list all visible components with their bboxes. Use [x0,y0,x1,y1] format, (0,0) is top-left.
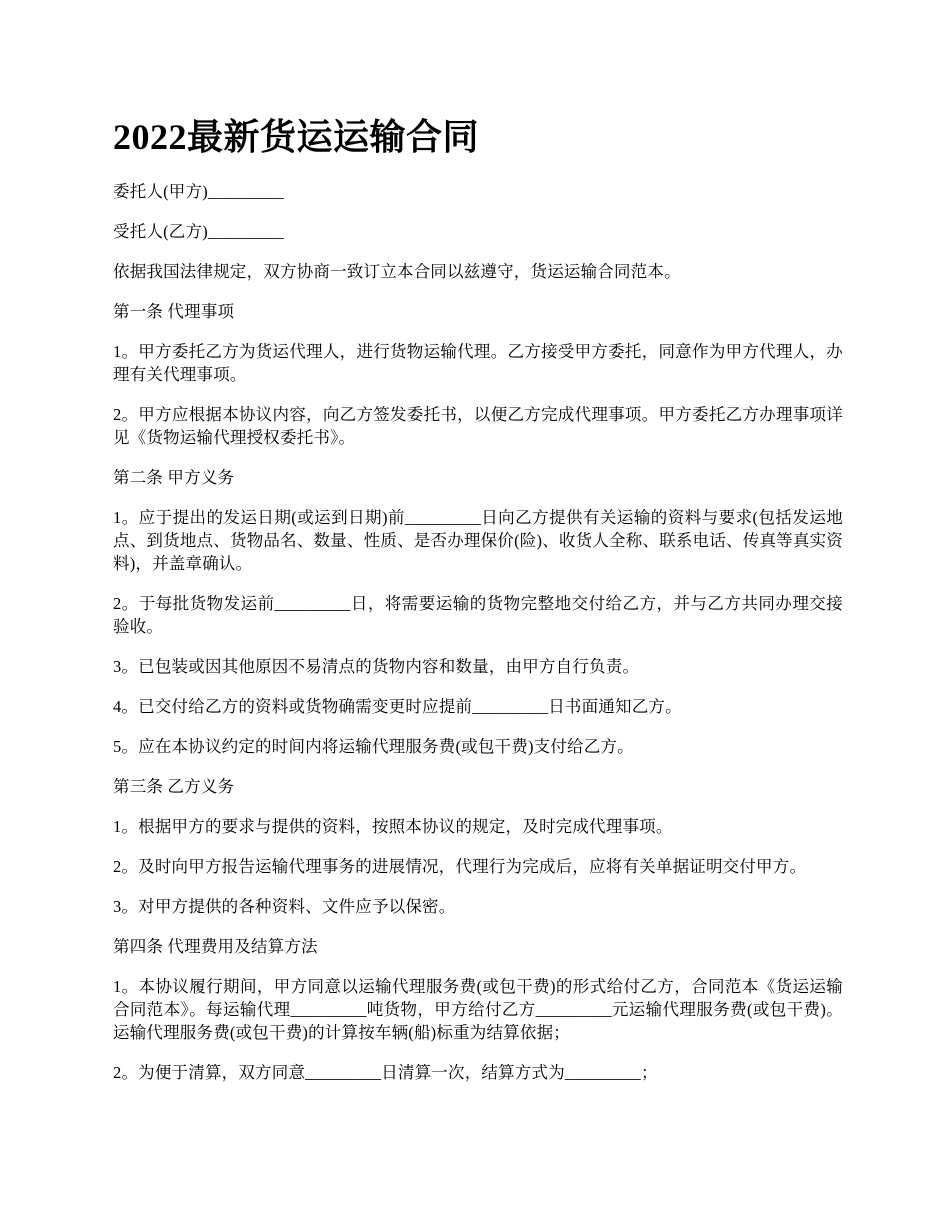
article-2-clause-3: 3。已包装或因其他原因不易清点的货物内容和数量，由甲方自行负责。 [113,657,640,676]
document-page [113,112,843,1101]
article-1-clause-1: 1。甲方委托乙方为货运代理人，进行货物运输代理。乙方接受甲方委托，同意作为甲方代理人，办理有关代理事项。 [113,342,843,384]
article-2-clause-4: 4。已交付给乙方的资料或货物确需变更时应提前_________日书面通知乙方。 [113,697,682,716]
article-3-clause-3: 3。对甲方提供的各种资料、文件应予以保密。 [113,897,456,916]
article-2-clause-5: 5。应在本协议约定的时间内将运输代理服务费(或包干费)支付给乙方。 [113,737,634,756]
article-2-clause-2: 2。于每批货物发运前_________日，将需要运输的货物完整地交付给乙方，并与乙方共同办理交接验收。 [113,594,843,636]
article-3-clause-1: 1。根据甲方的要求与提供的资料，按照本协议的规定，及时完成代理事项。 [113,817,673,836]
article-1-clause-2: 2。甲方应根据本协议内容，向乙方签发委托书，以便乙方完成代理事项。甲方委托乙方办理事项详见《货物运输代理授权委托书》。 [113,405,843,447]
article-4-clause-1: 1。本协议履行期间，甲方同意以运输代理服务费(或包干费)的形式给付乙方，合同范本《货运运输合同范本》。每运输代理_________吨货物，甲方给付乙方_________元运输代理服务费(或包干费)。运输代理服务费(或包干费)的计算按车辆(船)标重为结算依据； [113,977,843,1042]
party-a-line: 委托人(甲方)_________ [113,182,284,201]
article-2-heading: 第二条 甲方义务 [113,468,235,487]
document-title: 2022最新货运运输合同 [113,117,480,157]
article-4-heading: 第四条 代理费用及结算方法 [113,937,318,956]
article-2-clause-1: 1。应于提出的发运日期(或运到日期)前_________日向乙方提供有关运输的资料与要求(包括发运地点、到货地点、货物品名、数量、性质、是否办理保价(险)、收货人全称、联系电话、传真等真实资料)，并盖章确认。 [113,508,843,573]
preamble-paragraph: 依据我国法律规定，双方协商一致订立本合同以兹遵守，货运运输合同范本。 [113,262,681,281]
article-1-heading: 第一条 代理事项 [113,302,235,321]
article-4-clause-2: 2。为便于清算，双方同意_________日清算一次，结算方式为_________； [113,1063,658,1082]
article-3-clause-2: 2。及时向甲方报告运输代理事务的进展情况，代理行为完成后，应将有关单据证明交付甲方。 [113,857,807,876]
article-3-heading: 第三条 乙方义务 [113,777,235,796]
party-b-line: 受托人(乙方)_________ [113,222,284,241]
